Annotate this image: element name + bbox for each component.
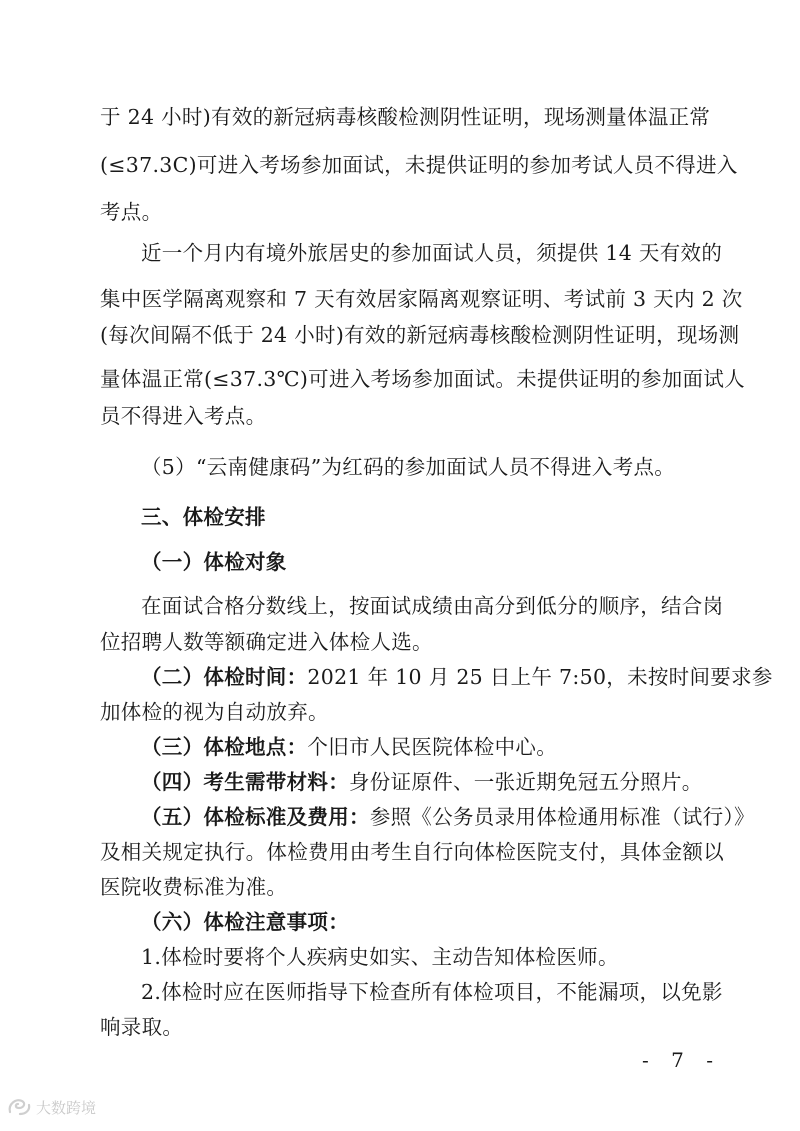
body-line: 员不得进入考点。 — [100, 404, 267, 428]
body-line: 及相关规定执行。体检费用由考生自行向体检医院支付，具体金额以 — [100, 840, 724, 864]
paragraph-start-line: 在面试合格分数线上，按面试成绩由高分到低分的顺序，结合岗 — [141, 594, 724, 618]
body-line: 量体温正常(≤37.3℃)可进入考场参加面试。未提供证明的参加面试人 — [100, 367, 745, 391]
paragraph-start-line: （5）“云南健康码”为红码的参加面试人员不得进入考点。 — [141, 455, 676, 479]
body-line: 于 24 小时)有效的新冠病毒核酸检测阴性证明，现场测量体温正常 — [100, 105, 711, 129]
body-line: 医院收费标准为准。 — [100, 875, 288, 899]
body-line: 响录取。 — [100, 1015, 184, 1039]
body-line: (≤37.3C)可进入考场参加面试，未提供证明的参加考试人员不得进入 — [100, 153, 738, 177]
subsection-heading: （一）体检对象 — [141, 550, 287, 574]
brand-logo-icon — [6, 1096, 32, 1118]
paragraph-start-line: （三）体检地点：个旧市人民医院体检中心。 — [141, 735, 558, 759]
body-line: 加体检的视为自动放弃。 — [100, 700, 329, 724]
paragraph-start-line: 近一个月内有境外旅居史的参加面试人员，须提供 14 天有效的 — [141, 241, 723, 265]
paragraph-start-line: （二）体检时间：2021 年 10 月 25 日上午 7:50，未按时间要求参 — [141, 665, 773, 689]
body-line: 考点。 — [100, 200, 163, 224]
body-line: 集中医学隔离观察和 7 天有效居家隔离观察证明、考试前 3 天内 2 次 — [100, 287, 743, 311]
body-line: (每次间隔不低于 24 小时)有效的新冠病毒核酸检测阴性证明，现场测 — [100, 323, 740, 347]
list-item: 1.体检时要将个人疾病史如实、主动告知体检医师。 — [141, 945, 619, 969]
paragraph-start-line: （五）体检标准及费用：参照《公务员录用体检通用标准（试行）》 — [141, 805, 755, 829]
watermark-text: 大数跨境 — [36, 1098, 97, 1117]
paragraph-start-line: （四）考生需带材料：身份证原件、一张近期免冠五分照片。 — [141, 770, 703, 794]
watermark — [6, 1096, 96, 1118]
page-number: - 7 - — [642, 1048, 721, 1072]
section-heading: 三、体检安排 — [141, 505, 266, 529]
list-item: 2.体检时应在医师指导下检查所有体检项目，不能漏项，以免影 — [141, 980, 723, 1004]
subsection-heading: （六）体检注意事项： — [141, 910, 349, 934]
body-line: 位招聘人数等额确定进入体检人选。 — [100, 630, 433, 654]
